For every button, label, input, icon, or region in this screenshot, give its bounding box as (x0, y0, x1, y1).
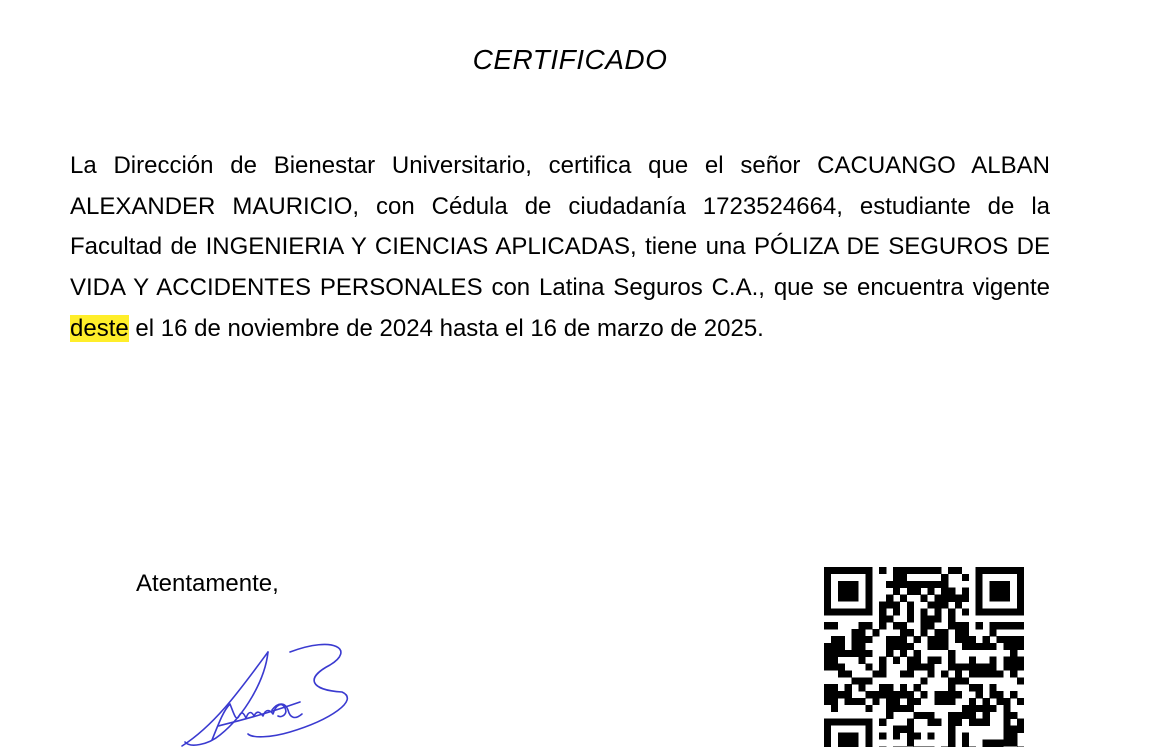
closing-salutation: Atentamente, (136, 570, 279, 597)
document-title: CERTIFICADO (472, 44, 668, 75)
signature-image (160, 630, 360, 747)
qr-code-icon (824, 567, 1024, 747)
highlighted-word: deste (70, 314, 129, 342)
paragraph-text-main: La Dirección de Bienestar Universitario, certifica que el señor CACUANGO ALBAN ALEXANDER MAURICIO, con Cédula de ciudadanía 1723524664, estudiante de la Facultad de INGENIERIA Y CIENCIAS APLICADAS, tiene una PÓLIZA DE SEGUROS DE VIDA Y ACCIDENTES PERSONALES con Latina Seguros C.A., que se encuentra vigente (70, 152, 1050, 302)
paragraph-text-dates: el 16 de noviembre de 2024 hasta el 16 de marzo de 2025. (128, 314, 764, 342)
certificate-paragraph (70, 146, 1050, 350)
